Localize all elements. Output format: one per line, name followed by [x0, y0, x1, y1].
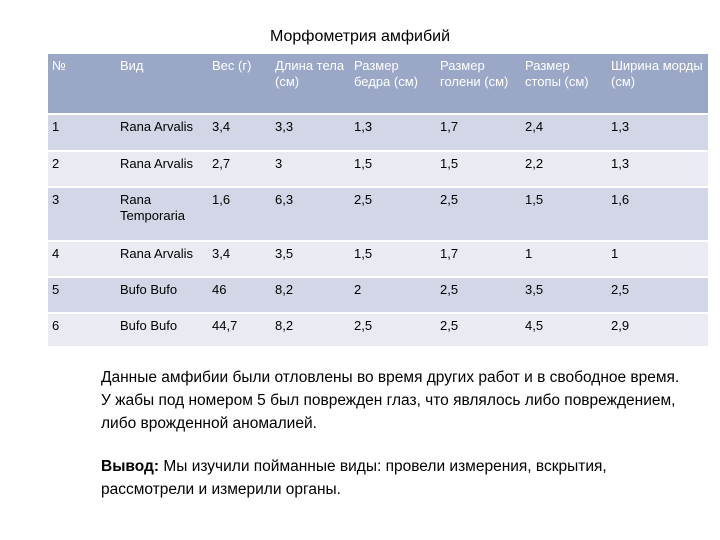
table-cell: 2,5: [436, 187, 521, 241]
table-cell: Rana Temporaria: [116, 187, 208, 241]
table-cell: 2,5: [350, 187, 436, 241]
table-cell: 3: [271, 151, 350, 187]
column-header: №: [48, 54, 116, 114]
table-cell: 6,3: [271, 187, 350, 241]
notes-block: [101, 366, 691, 501]
table-cell: 5: [48, 277, 116, 313]
table-cell: 1,6: [607, 187, 708, 241]
table-cell: Rana Arvalis: [116, 241, 208, 277]
column-header: Размер голени (см): [436, 54, 521, 114]
table-row: [48, 151, 708, 187]
table-row: [48, 187, 708, 241]
table-row: [48, 114, 708, 151]
table-cell: 4: [48, 241, 116, 277]
column-header: Длина тела (см): [271, 54, 350, 114]
table-cell: 2,2: [521, 151, 607, 187]
table-cell: 2,5: [607, 277, 708, 313]
table-row: [48, 241, 708, 277]
table-cell: 3: [48, 187, 116, 241]
table-cell: 2,7: [208, 151, 271, 187]
table-header-row: [48, 54, 708, 114]
table-cell: Rana Arvalis: [116, 114, 208, 151]
table-cell: Bufo Bufo: [116, 313, 208, 347]
table-cell: 1: [521, 241, 607, 277]
table-cell: 1,3: [607, 151, 708, 187]
table-cell: 2: [48, 151, 116, 187]
table-cell: 2,5: [436, 313, 521, 347]
table-cell: Rana Arvalis: [116, 151, 208, 187]
table-cell: Bufo Bufo: [116, 277, 208, 313]
table-cell: 46: [208, 277, 271, 313]
conclusion-text: Мы изучили пойманные виды: провели измерения, вскрытия, рассмотрели и измерили органы.: [101, 458, 607, 498]
table-cell: 2,5: [436, 277, 521, 313]
table-cell: 1,7: [436, 241, 521, 277]
table-cell: 1: [48, 114, 116, 151]
table-cell: 3,5: [521, 277, 607, 313]
table-cell: 1,5: [350, 151, 436, 187]
table-cell: 2,4: [521, 114, 607, 151]
table-cell: 3,4: [208, 241, 271, 277]
column-header: Размер стопы (см): [521, 54, 607, 114]
table-cell: 1,7: [436, 114, 521, 151]
table-cell: 1,6: [208, 187, 271, 241]
table-row: [48, 277, 708, 313]
table-cell: 8,2: [271, 313, 350, 347]
conclusion-paragraph: [101, 455, 691, 501]
table-cell: 3,4: [208, 114, 271, 151]
conclusion-label: Вывод:: [101, 458, 160, 475]
table-cell: 1,5: [436, 151, 521, 187]
table-cell: 3,5: [271, 241, 350, 277]
table-cell: 2: [350, 277, 436, 313]
column-header: Вид: [116, 54, 208, 114]
table-cell: 6: [48, 313, 116, 347]
page-title: Морфометрия амфибий: [269, 28, 451, 45]
column-header: Ширина морды (см): [607, 54, 708, 114]
table-cell: 4,5: [521, 313, 607, 347]
table-cell: 1,5: [521, 187, 607, 241]
table-cell: 1,3: [607, 114, 708, 151]
table-cell: 1,3: [350, 114, 436, 151]
table-cell: 2,9: [607, 313, 708, 347]
column-header: Размер бедра (см): [350, 54, 436, 114]
column-header: Вес (г): [208, 54, 271, 114]
table-row: [48, 313, 708, 347]
table-cell: 3,3: [271, 114, 350, 151]
table-cell: 44,7: [208, 313, 271, 347]
note-paragraph: Данные амфибии были отловлены во время других работ и в свободное время. У жабы под номером 5 был поврежден глаз, что являлось либо повреждением, либо врожденной аномалией.: [101, 369, 680, 432]
table-cell: 2,5: [350, 313, 436, 347]
table-cell: 8,2: [271, 277, 350, 313]
table-cell: 1: [607, 241, 708, 277]
table-cell: 1,5: [350, 241, 436, 277]
morphometry-table: [48, 54, 708, 348]
